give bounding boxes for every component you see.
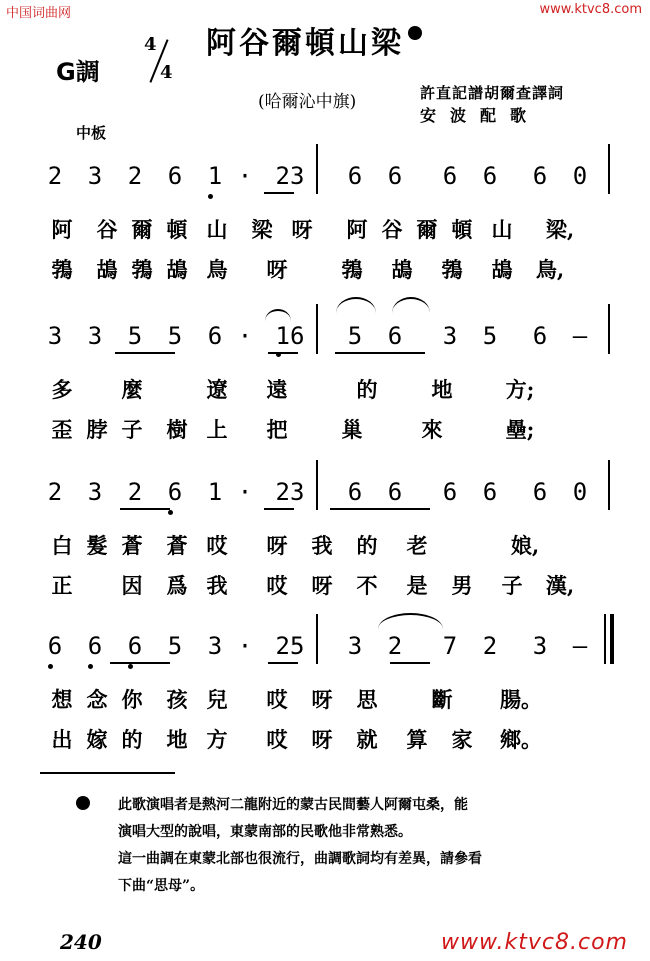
lyric-verse-2: 正 [51, 573, 73, 598]
lyric-verse-1: 念 [86, 687, 108, 712]
lyric-verse-2: 樹 [166, 417, 188, 442]
beam-underline [330, 508, 430, 510]
note: 6 [127, 632, 143, 660]
note: 3 [87, 322, 103, 350]
lyric-verse-1: 孩 [166, 687, 188, 712]
lyric-verse-1: 兒 [206, 687, 228, 712]
lyric-verse-2: 鵓 [131, 257, 153, 282]
lyric-verse-2: 巢 [341, 417, 363, 442]
credit-line-2: 安波配歌 [420, 106, 541, 125]
lyric-verse-1: 谷 [381, 217, 403, 242]
barline [316, 144, 318, 194]
note: 5 [127, 322, 143, 350]
lyric-verse-2: 呀 [311, 573, 333, 598]
lyric-verse-1: 腸。 [500, 687, 542, 712]
lyric-verse-2: 子 [501, 573, 523, 598]
lyric-verse-2: 鄉。 [500, 727, 542, 752]
lyric-verse-2: 方 [206, 727, 228, 752]
lyric-verse-1: 的 [356, 377, 378, 402]
lyric-verse-2: 的 [121, 727, 143, 752]
lyric-verse-1: 多 [51, 377, 73, 402]
note: 23 [275, 162, 305, 190]
lyric-verse-1: 阿 [51, 217, 73, 242]
note: 6 [167, 478, 183, 506]
beam-underline [115, 352, 175, 354]
lyric-verse-1: 白 [51, 533, 73, 558]
octave-dot [128, 664, 133, 669]
lyric-verse-2: 呀 [266, 257, 288, 282]
lyric-verse-2: 鴣 [96, 257, 118, 282]
meter-bottom: 4 [160, 62, 173, 83]
lyric-verse-1: 我 [311, 533, 333, 558]
beam-underline [110, 662, 170, 664]
note: 3 [347, 632, 363, 660]
beam-underline [335, 352, 425, 354]
lyric-verse-2: 鴣 [166, 257, 188, 282]
song-title [206, 18, 404, 62]
lyric-verse-1: 你 [121, 687, 143, 712]
lyric-verse-2: 嫁 [86, 727, 108, 752]
note: 3 [87, 162, 103, 190]
note: 2 [127, 478, 143, 506]
song-title-text: 阿谷爾頓山梁 [206, 26, 404, 61]
note: 1 [207, 478, 223, 506]
lyric-verse-2: 就 [356, 727, 378, 752]
note: 6 [532, 162, 548, 190]
beam-underline [390, 662, 430, 664]
note: 6 [482, 478, 498, 506]
octave-dot [48, 664, 53, 669]
note: · [237, 478, 253, 506]
lyric-verse-1: 娘, [510, 533, 540, 558]
lyric-verse-1: 阿 [346, 217, 368, 242]
note: 6 [347, 162, 363, 190]
lyric-verse-1: 頓 [166, 217, 188, 242]
watermark-top-left: 中国词曲网 [6, 6, 72, 21]
note: 5 [347, 322, 363, 350]
lyric-verse-2: 男 [451, 573, 473, 598]
slur [378, 613, 443, 629]
lyric-verse-2: 爲 [166, 573, 188, 598]
lyric-verse-2: 呀 [311, 727, 333, 752]
note: 6 [442, 162, 458, 190]
note: 5 [167, 322, 183, 350]
lyric-verse-2: 地 [166, 727, 188, 752]
barline-end [608, 144, 610, 194]
page-number: 240 [60, 930, 102, 954]
note: — [572, 632, 588, 660]
footnote-divider [40, 772, 175, 774]
lyric-verse-1: 斷 [431, 687, 453, 712]
note: 3 [207, 632, 223, 660]
note: 5 [482, 322, 498, 350]
lyric-verse-1: 遠 [266, 377, 288, 402]
lyric-verse-1: 的 [356, 533, 378, 558]
lyric-verse-1: 梁 [251, 217, 273, 242]
lyric-verse-2: 壘; [505, 417, 535, 442]
note: 2 [47, 162, 63, 190]
barline [316, 304, 318, 354]
lyric-verse-1: 梁, [545, 217, 575, 242]
note: 5 [167, 632, 183, 660]
note: · [237, 322, 253, 350]
lyric-verse-1: 蒼 [121, 533, 143, 558]
lyric-verse-1: 髮 [86, 533, 108, 558]
lyric-verse-2: 漢, [545, 573, 575, 598]
note: · [237, 632, 253, 660]
beam-underline [264, 508, 294, 510]
lyric-verse-1: 山 [491, 217, 513, 242]
lyric-verse-2: 不 [356, 573, 378, 598]
note: 6 [387, 322, 403, 350]
footnote-line-2: 演唱大型的說唱，東蒙南部的民歌他非常熟悉。 [118, 824, 412, 840]
footnote-text [118, 792, 623, 900]
lyric-verse-1: 地 [431, 377, 453, 402]
lyric-verse-2: 脖 [86, 417, 108, 442]
final-barline-thick [610, 614, 614, 664]
lyric-verse-1: 爾 [131, 217, 153, 242]
lyric-verse-2: 把 [266, 417, 288, 442]
lyric-verse-1: 蒼 [166, 533, 188, 558]
note: 3 [87, 478, 103, 506]
note: 0 [572, 478, 588, 506]
tempo-marking: 中板 [76, 124, 107, 142]
octave-dot [88, 664, 93, 669]
lyric-verse-1: 山 [206, 217, 228, 242]
note: 6 [47, 632, 63, 660]
lyric-verse-2: 上 [206, 417, 228, 442]
lyric-verse-1: 遼 [206, 377, 228, 402]
footnote-bullet [76, 796, 90, 810]
final-barline-thin [604, 614, 606, 664]
note: 3 [442, 322, 458, 350]
lyric-verse-2: 來 [421, 417, 443, 442]
note: · [237, 162, 253, 190]
note: 6 [167, 162, 183, 190]
lyric-verse-2: 鵓 [441, 257, 463, 282]
note: 0 [572, 162, 588, 190]
beam-underline [120, 508, 170, 510]
lyric-verse-1: 谷 [96, 217, 118, 242]
slur [265, 309, 291, 321]
lyric-verse-2: 歪 [51, 417, 73, 442]
note: 6 [442, 478, 458, 506]
beam-underline [268, 662, 298, 664]
lyric-verse-2: 鵓 [341, 257, 363, 282]
slur [336, 297, 376, 313]
note: 6 [207, 322, 223, 350]
meter-top: 4 [144, 34, 157, 55]
footnote-line-3: 這一曲調在東蒙北部也很流行，曲調歌詞均有差異，請參看 [118, 851, 482, 867]
lyric-verse-2: 出 [51, 727, 73, 752]
barline [316, 460, 318, 510]
lyric-verse-1: 想 [51, 687, 73, 712]
footnote-line-1: 此歌演唱者是熱河二龍附近的蒙古民間藝人阿爾屯桑，能 [118, 797, 468, 813]
barline-end [608, 460, 610, 510]
note: 6 [482, 162, 498, 190]
note: 6 [87, 632, 103, 660]
lyric-verse-1: 思 [356, 687, 378, 712]
note: 6 [532, 322, 548, 350]
note: 6 [347, 478, 363, 506]
note: — [572, 322, 588, 350]
lyric-verse-1: 爾 [416, 217, 438, 242]
lyric-verse-1: 哎 [206, 533, 228, 558]
note: 16 [275, 322, 305, 350]
lyric-verse-2: 家 [451, 727, 473, 752]
lyric-verse-1: 麼 [121, 377, 143, 402]
lyric-verse-2: 鴣 [491, 257, 513, 282]
lyric-verse-1: 呀 [291, 217, 313, 242]
beam-underline [268, 352, 298, 354]
watermark-top-right: www.ktvc8.com [539, 2, 642, 17]
lyric-verse-2: 鴣 [391, 257, 413, 282]
lyric-verse-2: 算 [406, 727, 428, 752]
lyric-verse-2: 是 [406, 573, 428, 598]
note: 3 [532, 632, 548, 660]
lyric-verse-2: 鵓 [51, 257, 73, 282]
note: 6 [532, 478, 548, 506]
octave-dot [168, 510, 173, 515]
note: 7 [442, 632, 458, 660]
lyric-verse-1: 頓 [451, 217, 473, 242]
octave-dot [276, 352, 281, 357]
lyric-verse-1: 呀 [311, 687, 333, 712]
note: 2 [482, 632, 498, 660]
watermark-bottom-right: www.ktvc8.com [440, 930, 628, 955]
time-signature [142, 34, 178, 88]
note: 23 [275, 478, 305, 506]
note: 1 [207, 162, 223, 190]
lyric-verse-1: 方; [505, 377, 535, 402]
note: 2 [387, 632, 403, 660]
lyric-verse-1: 呀 [266, 533, 288, 558]
footnote-marker [408, 26, 422, 40]
footnote-line-4: 下曲“思母”。 [118, 878, 205, 894]
lyric-verse-2: 哎 [266, 727, 288, 752]
lyric-verse-2: 因 [121, 573, 143, 598]
lyric-verse-1: 老 [406, 533, 428, 558]
lyric-verse-1: 哎 [266, 687, 288, 712]
lyric-verse-2: 我 [206, 573, 228, 598]
note: 6 [387, 162, 403, 190]
note: 2 [127, 162, 143, 190]
barline-end [608, 304, 610, 354]
note: 6 [387, 478, 403, 506]
region-label: (哈爾沁中旗) [258, 92, 357, 112]
octave-dot [208, 194, 213, 199]
lyric-verse-2: 鳥, [535, 257, 565, 282]
note: 3 [47, 322, 63, 350]
beam-underline [264, 192, 294, 194]
note: 2 [47, 478, 63, 506]
lyric-verse-2: 子 [121, 417, 143, 442]
lyric-verse-2: 哎 [266, 573, 288, 598]
credit-line-1: 許直記譜胡爾查譯詞 [420, 84, 565, 102]
key-signature: G調 [56, 58, 100, 86]
lyric-verse-2: 鳥 [206, 257, 228, 282]
barline [316, 614, 318, 664]
slur [392, 297, 430, 313]
note: 25 [275, 632, 305, 660]
